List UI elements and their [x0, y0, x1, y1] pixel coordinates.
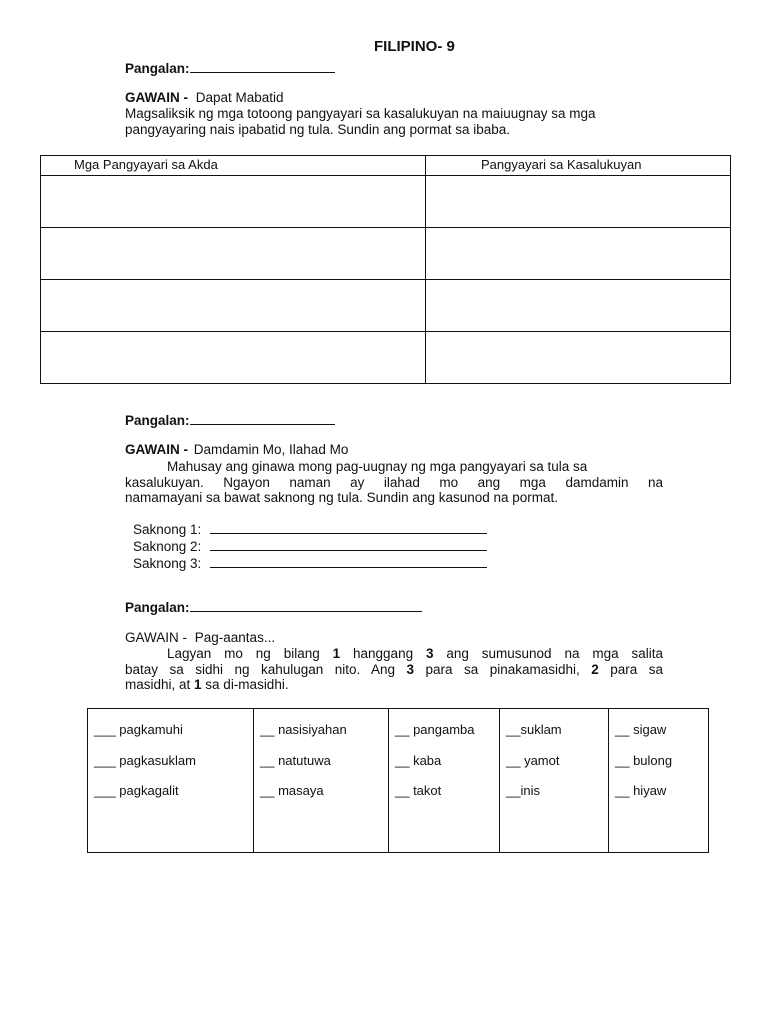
instructions-line: namamayani sa bawat saknong ng tula. Sundin ang kasunod na pormat. — [125, 490, 559, 505]
ranking-table — [87, 708, 709, 853]
table-row — [41, 228, 731, 280]
instructions-number: 2 — [591, 661, 599, 677]
gawain-label: GAWAIN - — [125, 442, 188, 457]
instructions-line — [125, 677, 663, 693]
word-item[interactable]: __ hiyaw — [615, 783, 667, 798]
instructions-text: sa di-masidhi. — [201, 677, 289, 692]
table-cell[interactable] — [41, 228, 426, 280]
saknong-row — [133, 555, 487, 572]
saknong-label: Saknong 2: — [133, 539, 202, 554]
saknong-list — [133, 521, 487, 572]
table-cell[interactable] — [41, 280, 426, 332]
word-item[interactable]: __ natutuwa — [260, 752, 331, 768]
word-item[interactable]: __suklam — [506, 722, 562, 737]
page-title: FILIPINO- 9 — [374, 38, 455, 55]
header-label: Mga Pangyayari sa Akda — [74, 157, 218, 172]
name-field-3 — [125, 599, 422, 615]
word-item[interactable]: __ masaya — [260, 783, 324, 798]
word-item[interactable]: ___ pagkagalit — [94, 783, 179, 798]
word-item[interactable]: __ nasisiyahan — [260, 722, 347, 737]
instructions-number: 1 — [194, 677, 202, 692]
instructions-line — [125, 662, 663, 678]
name-field-1 — [125, 60, 335, 76]
word-group — [609, 709, 709, 853]
gawain-title: Pag-aantas... — [194, 630, 276, 645]
name-label: Pangalan: — [125, 413, 190, 428]
header-label: Pangyayari sa Kasalukuyan — [481, 157, 642, 172]
instructions-text: masidhi, at — [125, 677, 195, 692]
name-label: Pangalan: — [125, 600, 190, 615]
word-item[interactable]: __inis — [506, 783, 540, 798]
name-label: Pangalan: — [125, 61, 190, 76]
gawain-title: Damdamin Mo, Ilahad Mo — [193, 442, 349, 457]
word-group — [500, 709, 609, 853]
table-cell[interactable] — [426, 332, 731, 384]
instructions-line: kasalukuyan. Ngayon naman ay ilahad mo ang mga damdamin na — [125, 474, 663, 490]
instructions-text: para sa — [598, 661, 663, 677]
word-item[interactable]: __ takot — [395, 783, 442, 798]
gawain-label: GAWAIN - — [125, 90, 188, 105]
table-row — [41, 332, 731, 384]
name-blank[interactable] — [190, 60, 335, 73]
gawain-heading-2 — [125, 442, 348, 457]
instructions-text: batay sa sidhi ng kahulugan nito. Ang — [125, 661, 407, 677]
word-item[interactable]: __ bulong — [615, 752, 673, 768]
saknong-blank[interactable] — [210, 521, 487, 534]
word-item[interactable]: __ sigaw — [615, 722, 667, 737]
instructions-line: Mahusay ang ginawa mong pag-uugnay ng mga pangyayari sa tula sa — [167, 459, 588, 474]
name-blank[interactable] — [190, 599, 422, 612]
instructions-3 — [125, 646, 663, 693]
instructions-number: 1 — [332, 646, 341, 661]
instructions-text: hanggang — [340, 646, 426, 661]
table-cell[interactable] — [426, 176, 731, 228]
table-header — [426, 156, 731, 176]
word-item[interactable]: __ kaba — [395, 752, 442, 768]
instructions-line: pangyayaring nais ipabatid ng tula. Sundin ang pormat sa ibaba. — [125, 121, 511, 137]
gawain-heading-3 — [125, 630, 275, 645]
table-row — [41, 280, 731, 332]
instructions-text: Lagyan mo ng bilang — [167, 646, 333, 661]
word-item[interactable]: ___ pagkasuklam — [94, 752, 196, 768]
table-cell[interactable] — [426, 280, 731, 332]
saknong-label: Saknong 1: — [133, 522, 202, 537]
table-header — [41, 156, 426, 176]
table-cell[interactable] — [426, 228, 731, 280]
instructions-2 — [125, 459, 663, 506]
saknong-row — [133, 521, 487, 538]
gawain-heading-1 — [125, 90, 284, 105]
saknong-row — [133, 538, 487, 555]
table-row — [41, 176, 731, 228]
events-table — [40, 155, 731, 384]
instructions-number: 3 — [406, 661, 415, 677]
word-item[interactable]: __ pangamba — [395, 722, 475, 737]
instructions-text: ang sumusunod na mga salita — [433, 646, 663, 661]
table-cell[interactable] — [41, 176, 426, 228]
instructions-line — [125, 646, 663, 662]
saknong-blank[interactable] — [210, 555, 487, 568]
instructions-number: 3 — [425, 646, 434, 661]
name-blank[interactable] — [190, 412, 335, 425]
saknong-label: Saknong 3: — [133, 556, 202, 571]
word-item[interactable]: ___ pagkamuhi — [94, 722, 183, 737]
word-item[interactable]: __ yamot — [506, 752, 560, 768]
instructions-line: Magsaliksik ng mga totoong pangyayari sa kasalukuyan na maiuugnay sa mga — [125, 106, 596, 121]
instructions-text: para sa pinakamasidhi, — [414, 661, 592, 677]
name-field-2 — [125, 412, 335, 428]
word-group — [254, 709, 389, 853]
gawain-title: Dapat Mabatid — [195, 90, 284, 105]
word-group — [88, 709, 254, 853]
word-group — [389, 709, 500, 853]
gawain-label: GAWAIN - — [125, 630, 187, 645]
saknong-blank[interactable] — [210, 538, 487, 551]
table-cell[interactable] — [41, 332, 426, 384]
instructions-1 — [125, 106, 685, 137]
